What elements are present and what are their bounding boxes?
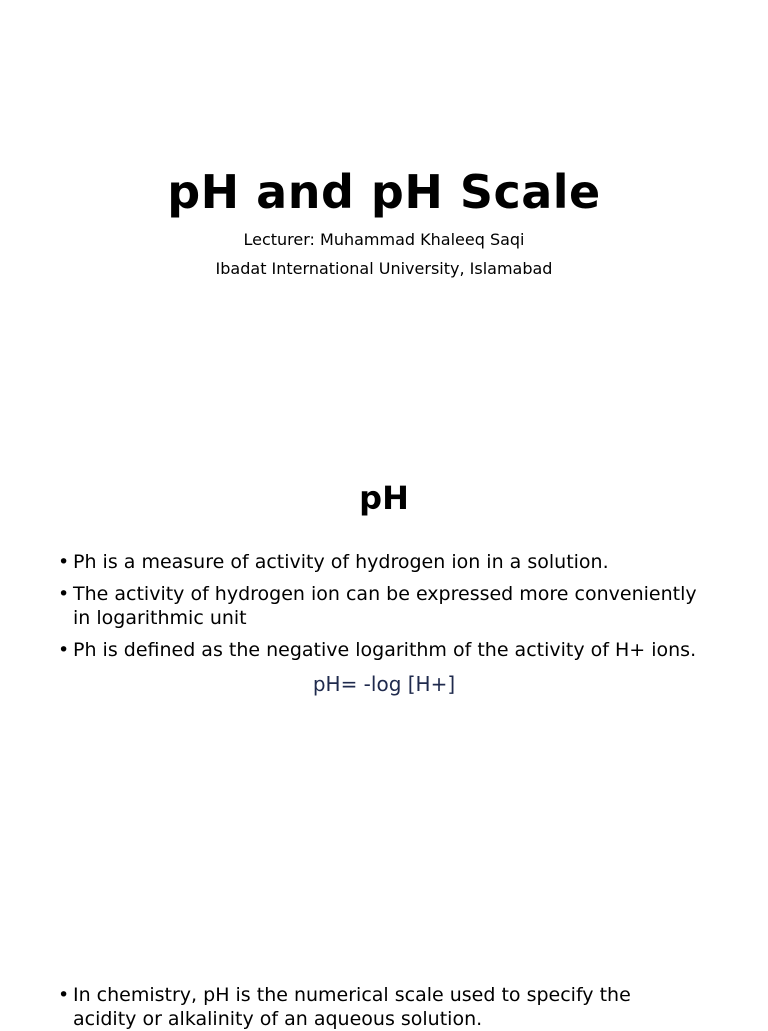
list-item-text: In chemistry, pH is the numerical scale used to specify the acidity or alkalinity of an aqueous solution. — [73, 984, 631, 1030]
list-item-text: The activity of hydrogen ion can be expressed more conveniently in logarithmic unit — [73, 583, 697, 629]
ph-formula: pH= -log [H+] — [312, 672, 456, 696]
bullet-list — [58, 550, 698, 662]
bullet-dot: • — [58, 583, 70, 605]
slide-title: pH and pH Scale — [167, 165, 601, 219]
lecturer-line: Lecturer: Muhammad Khaleeq Saqi — [243, 230, 525, 249]
slide-heading: pH — [359, 479, 409, 517]
bullet-dot: • — [58, 551, 70, 573]
list-item — [58, 582, 698, 630]
list-item-text: Ph is defined as the negative logarithm of the activity of H+ ions. — [73, 639, 697, 661]
bullet-dot: • — [58, 639, 70, 661]
list-item — [58, 638, 698, 662]
list-item-text: Ph is a measure of activity of hydrogen ion in a solution. — [73, 551, 609, 573]
bullet-dot: • — [58, 984, 70, 1006]
list-item — [58, 550, 698, 574]
institution-line: Ibadat International University, Islamabad — [215, 259, 553, 278]
